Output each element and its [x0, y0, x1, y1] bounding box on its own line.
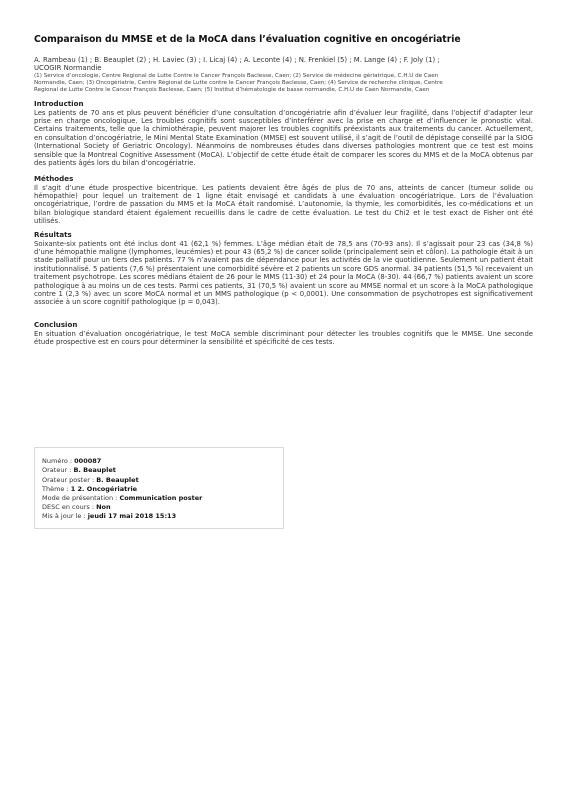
section-body: Soixante-six patients ont été inclus dont 41 (62,1 %) femmes. L’âge médian était de 78,5 ans (70-93 ans). Il s’agissait pour 23 cas (34,8 %) d’une hémopathie maligne (lymphomes, leucémies) et pour 43 (65,2 %) de cancer solide (principalement sein et côlon). La pathologie était à un stade palliatif pour un tiers des patients. 77 % n’avaient pas de dépendance pour les activités de la vie quotidienne. Seulement un patient était institutionnalisé. 5 patients (7,6 %) présentaient une comorbidité sévère et 2 patients un score GDS anormal. 34 patients (51,5 %) recevaient un traitement psychotrope. Les scores médians étaient de 26 pour le MMS (11-30) et 24 pour la MoCA (8-30). 44 (66,7 %) patients avaient un score pathologique à au moins un de ces tests. Parmi ces patients, 31 (70,5 %) avaient un score au MMSE normal et un score à la MoCA pathologique contre 1 (2,3 %) avec un score MoCA normal et un MMS pathologique (p < 0,0001). Une consommation de psychotropes est significativement associée à un score cognitif pathologique (p = 0,043). — [34, 239, 533, 307]
author-line: UCOGIR Normandie — [34, 64, 102, 73]
info-desc-en-cours: DESC en cours : Non — [42, 503, 111, 511]
section-introduction — [34, 100, 533, 167]
author-line: A. Rambeau (1) ; B. Beauplet (2) ; H. Laviec (3) ; I. Licaj (4) ; A. Leconte (4) ; N. Frenkiel (5) ; M. Lange (4) ; F. Joly (1) ; — [34, 56, 440, 64]
section-body: Les patients de 70 ans et plus peuvent bénéficier d’une consultation d’oncogériatrie afin d’évaluer leur fragilité, dans l’objectif d’adapter leur prise en charge oncologique. Les troubles cognitifs sont susceptibles d’interférer avec la prise en charge et d’influencer le pronostic vital. Certains traitements, telle que la chimiothérapie, peuvent majorer les troubles cognitifs préexistants aux traitements du cancer. Actuellement, en consultation d’oncogériatrie, le Mini Mental State Examination (MMSE) est souvent utilisé, il s’agit de l’outil de dépistage conseillé par la SIOG (International Society of Geriatric Oncology). Néanmoins de nombreuses études dans diverses pathologies montrent que ce test est moins sensible que la Montreal Cognitive Assessment (MoCA). L’objectif de cette étude était de comparer les scores du MMS et de la MoCA obtenus par des patients âgés lors du bilan d’oncogériatrie. — [34, 108, 533, 167]
info-mis-a-jour: Mis à jour le : jeudi 17 mai 2018 15:13 — [42, 512, 177, 520]
info-orateur: Orateur : B. Beauplet — [42, 466, 116, 474]
affiliation-line: Normandie, Caen; (3) Oncogériatrie, Centre Régional de Lutte contre le Cancer François Baclesse, Caen; (4) Service de recherche clinique, Centre — [34, 80, 443, 86]
affiliation-line: Regional de Lutte Contre le Cancer François Baclesse, Caen; (5) Institut d’hématologie de basse normandie, C.H.U de Caen Normandie, Caen — [34, 87, 430, 93]
info-mode-presentation: Mode de présentation : Communication poster — [42, 494, 203, 502]
section-body: Il s’agit d’une étude prospective bicentrique. Les patients devaient être âgés de plus de 70 ans, atteints de cancer (tumeur solide ou hémopathie) pour lequel un traitement de 1 ligne était envisagé et candidats à une évaluation oncogériatrique. Lors de l’évaluation oncogériatrique, l’ordre de passation du MMS et la MoCA était randomisé. L’autonomie, la thymie, les comorbidités, les co-médications et un bilan biologique standard étaient également recueillis dans le cadre de cette évaluation. Le test du Chi2 et le test exact de Fisher ont été utilisés. — [34, 183, 534, 226]
abstract-info-box — [34, 447, 284, 529]
info-theme: Thème : 1 2. Oncogériatrie — [42, 485, 138, 493]
author-list — [34, 56, 534, 72]
affiliations — [34, 73, 534, 94]
section-conclusion — [34, 321, 533, 346]
affiliation-line: (1) Service d’oncologie, Centre Regional de Lutte Contre le Cancer François Baclesse, Caen; (2) Service de médecine gériatrique, C.H.U de Caen — [34, 73, 439, 79]
section-heading: Méthodes — [34, 174, 74, 183]
abstract-title: Comparaison du MMSE et de la MoCA dans l’évaluation cognitive en oncogériatrie — [34, 34, 461, 45]
section-body: En situation d’évaluation oncogériatrique, le test MoCA semble discriminant pour détecter les troubles cognitifs que le MMSE. Une seconde étude prospective est en cours pour déterminer la sensibilité et spécificité de ces tests. — [34, 329, 533, 346]
section-heading: Résultats — [34, 230, 72, 239]
info-orateur-poster: Orateur poster : B. Beauplet — [42, 476, 139, 484]
section-heading: Conclusion — [34, 320, 78, 329]
section-heading: Introduction — [34, 99, 84, 108]
info-numero: Numéro : 000087 — [42, 457, 102, 465]
section-resultats — [34, 231, 533, 307]
section-methodes — [34, 175, 533, 226]
